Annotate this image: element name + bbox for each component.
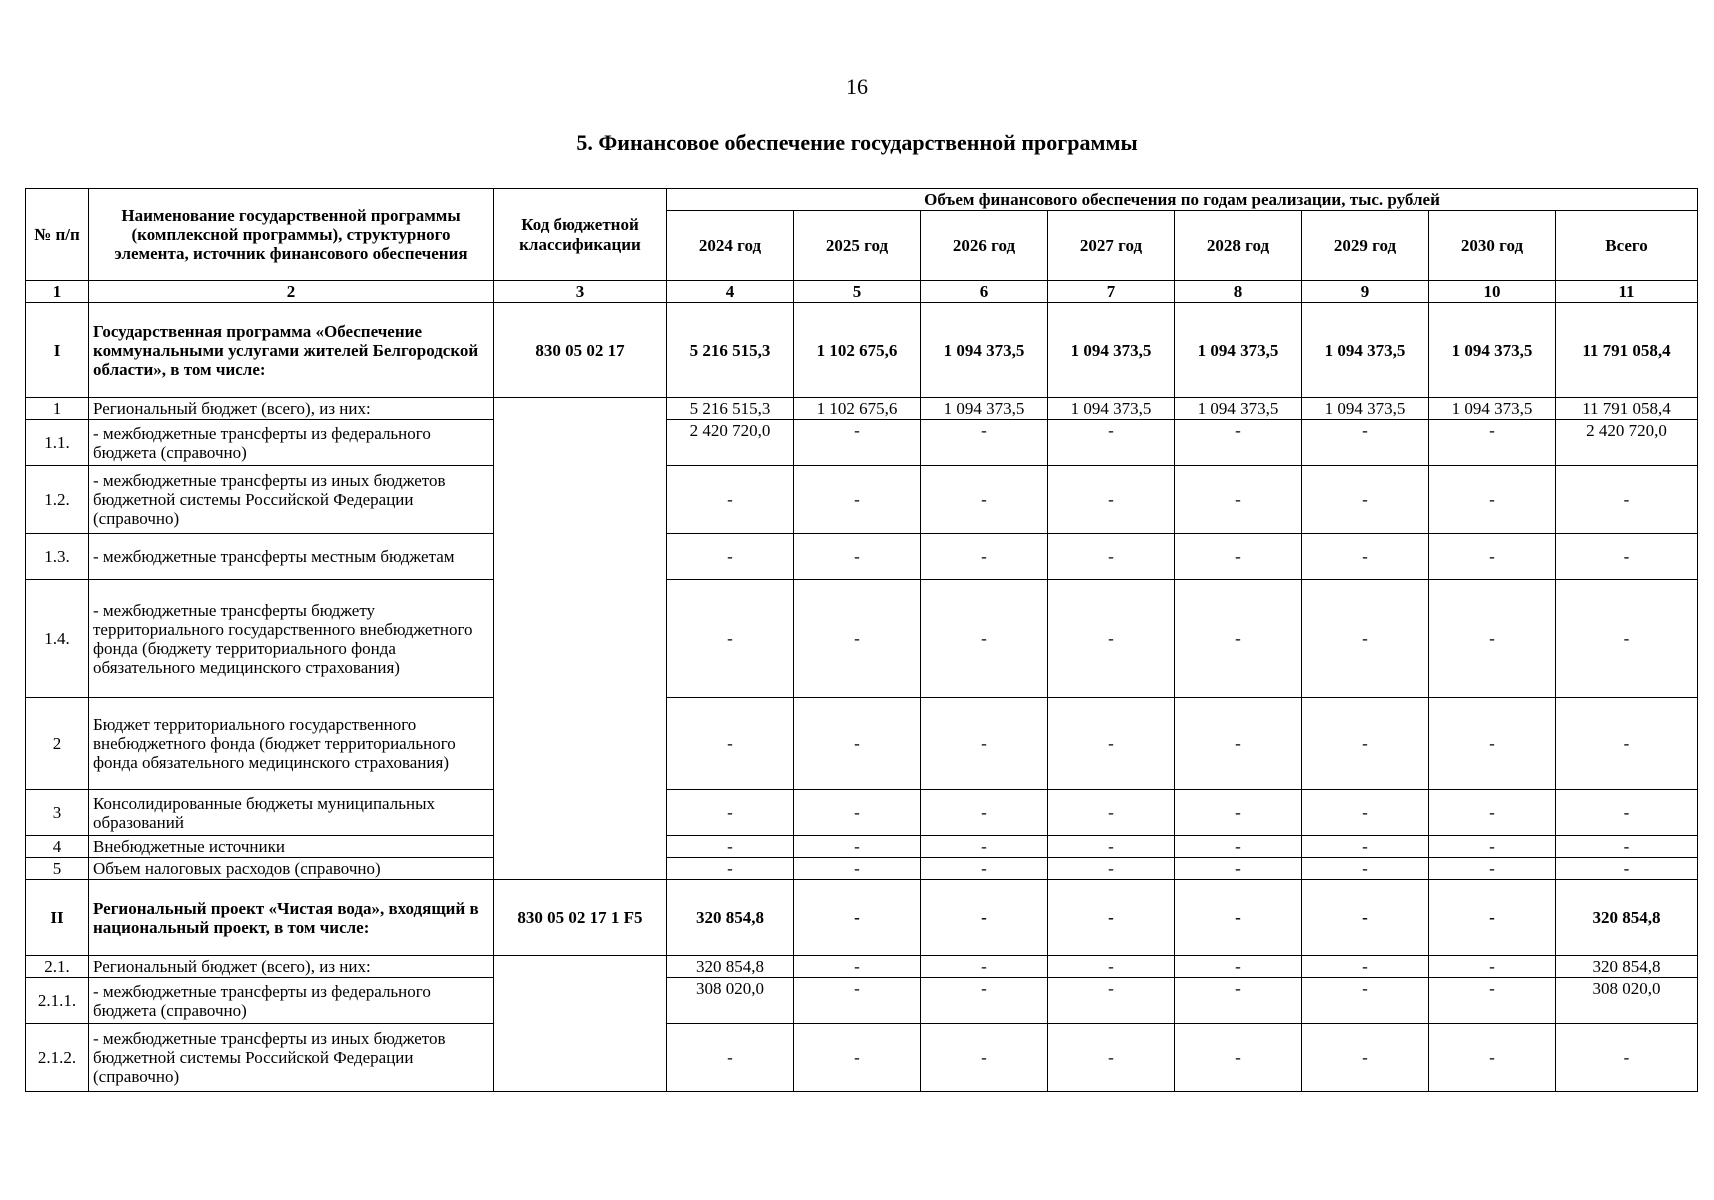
value-cell: - [1302,466,1429,534]
value-total: - [1556,1024,1698,1092]
column-index: 10 [1429,281,1556,303]
value-cell: - [794,1024,921,1092]
value-cell: - [667,836,794,858]
row-number: 2 [26,698,89,790]
row-name: Региональный бюджет (всего), из них: [89,398,494,420]
value-cell: - [794,858,921,880]
value-cell: - [667,858,794,880]
column-index: 11 [1556,281,1698,303]
row-name: Внебюджетные источники [89,836,494,858]
row-name: Региональный бюджет (всего), из них: [89,956,494,978]
value-cell: - [921,534,1048,580]
value-cell: - [1429,534,1556,580]
value-cell: - [921,698,1048,790]
value-cell: 1 102 675,6 [794,398,921,420]
value-cell: - [1175,858,1302,880]
value-cell: 1 102 675,6 [794,303,921,398]
value-cell: 1 094 373,5 [1175,303,1302,398]
column-index: 4 [667,281,794,303]
value-cell: - [1175,534,1302,580]
page-number: 16 [846,74,868,99]
header-volume: Объем финансового обеспечения по годам реализации, тыс. рублей [667,189,1698,211]
value-cell: - [1429,790,1556,836]
value-cell: - [1175,978,1302,1024]
table-row [26,880,1698,956]
value-cell: - [667,466,794,534]
value-cell: 1 094 373,5 [921,398,1048,420]
column-index: 3 [494,281,667,303]
value-cell: - [1048,580,1175,698]
row-name: Бюджет территориального государственного внебюджетного фонда (бюджет территориального фонда обязательного медицинского страхования) [89,698,494,790]
value-cell: - [1429,420,1556,466]
value-cell: - [1429,880,1556,956]
value-cell: - [1302,956,1429,978]
row-number: 1.3. [26,534,89,580]
row-number: 2.1.2. [26,1024,89,1092]
column-index: 8 [1175,281,1302,303]
value-cell: 1 094 373,5 [1429,398,1556,420]
row-number: II [26,880,89,956]
value-cell: - [794,420,921,466]
value-cell: - [1429,836,1556,858]
value-cell: - [1175,466,1302,534]
value-cell: 1 094 373,5 [1302,303,1429,398]
value-cell: - [667,1024,794,1092]
row-number: 4 [26,836,89,858]
table-row [26,698,1698,790]
value-cell: - [1429,956,1556,978]
column-index-row [26,281,1698,303]
value-cell: 308 020,0 [667,978,794,1024]
value-cell: - [794,978,921,1024]
value-cell: 320 854,8 [667,956,794,978]
table-row [26,466,1698,534]
value-total: - [1556,858,1698,880]
value-cell: - [1048,956,1175,978]
value-cell: 1 094 373,5 [1048,398,1175,420]
column-index: 2 [89,281,494,303]
header-total: Всего [1556,211,1698,281]
value-cell: 5 216 515,3 [667,398,794,420]
value-cell: 320 854,8 [667,880,794,956]
value-cell: - [1048,978,1175,1024]
value-cell: - [1175,836,1302,858]
value-cell: - [794,956,921,978]
value-cell: 1 094 373,5 [1048,303,1175,398]
header-year-2024: 2024 год [667,211,794,281]
value-cell: - [1302,836,1429,858]
budget-code: 830 05 02 17 [494,303,667,398]
value-cell: - [921,466,1048,534]
table-row [26,956,1698,978]
value-cell: - [1429,466,1556,534]
column-index: 7 [1048,281,1175,303]
value-cell: - [1175,790,1302,836]
table-row [26,534,1698,580]
header-year-2029: 2029 год [1302,211,1429,281]
value-cell: - [921,420,1048,466]
value-cell: - [794,466,921,534]
value-cell: - [794,698,921,790]
header-name: Наименование государственной программы (комплексной программы), структурного элемента, источник финансового обеспечения [89,189,494,281]
row-number: 5 [26,858,89,880]
header-num: № п/п [26,189,89,281]
value-total: - [1556,534,1698,580]
value-cell: - [1048,534,1175,580]
row-number: 1.4. [26,580,89,698]
value-cell: - [794,880,921,956]
value-cell: - [1302,880,1429,956]
value-cell: - [1048,858,1175,880]
value-total: - [1556,836,1698,858]
table-row [26,303,1698,398]
value-cell: - [921,580,1048,698]
value-cell: - [921,880,1048,956]
budget-code [494,956,667,1092]
value-cell: - [921,858,1048,880]
value-cell: - [794,534,921,580]
value-cell: - [1302,1024,1429,1092]
value-cell: - [1048,1024,1175,1092]
header-year-2030: 2030 год [1429,211,1556,281]
row-number: 1 [26,398,89,420]
value-cell: - [1429,580,1556,698]
budget-code [494,398,667,880]
value-total: 11 791 058,4 [1556,303,1698,398]
financing-table [25,188,1698,1092]
value-cell: - [1048,790,1175,836]
value-cell: - [921,790,1048,836]
value-cell: - [921,836,1048,858]
value-cell: - [1048,836,1175,858]
value-cell: - [1048,880,1175,956]
row-name: Региональный проект «Чистая вода», входящий в национальный проект, в том числе: [89,880,494,956]
value-cell: 1 094 373,5 [921,303,1048,398]
table-row [26,420,1698,466]
row-number: 2.1.1. [26,978,89,1024]
value-cell: - [921,956,1048,978]
row-name: - межбюджетные трансферты из федерального бюджета (справочно) [89,420,494,466]
value-cell: - [794,836,921,858]
row-name: - межбюджетные трансферты из иных бюджетов бюджетной системы Российской Федерации (справочно) [89,466,494,534]
header-code: Код бюджетной классификации [494,189,667,281]
column-index: 5 [794,281,921,303]
value-cell: - [1048,698,1175,790]
row-name: - межбюджетные трансферты местным бюджетам [89,534,494,580]
row-number: 2.1. [26,956,89,978]
table-row [26,836,1698,858]
row-name: - межбюджетные трансферты бюджету территориального государственного внебюджетного фонда (бюджету территориального фонда обязательного медицинского страхования) [89,580,494,698]
row-name: Объем налоговых расходов (справочно) [89,858,494,880]
value-cell: 1 094 373,5 [1429,303,1556,398]
row-number: 3 [26,790,89,836]
header-year-2026: 2026 год [921,211,1048,281]
value-cell: - [1175,880,1302,956]
value-total: - [1556,790,1698,836]
value-cell: - [794,580,921,698]
table-row [26,1024,1698,1092]
value-cell: 1 094 373,5 [1175,398,1302,420]
value-cell: - [667,790,794,836]
value-cell: - [1175,956,1302,978]
value-cell: - [1048,466,1175,534]
value-cell: - [1302,580,1429,698]
table-row [26,398,1698,420]
value-total: 11 791 058,4 [1556,398,1698,420]
column-index: 6 [921,281,1048,303]
table-row [26,978,1698,1024]
value-cell: - [1302,534,1429,580]
value-cell: - [1302,790,1429,836]
value-cell: - [1175,580,1302,698]
value-total: - [1556,698,1698,790]
value-cell: - [1429,978,1556,1024]
value-cell: - [667,580,794,698]
value-cell: - [921,978,1048,1024]
header-year-2028: 2028 год [1175,211,1302,281]
row-name: - межбюджетные трансферты из федерального бюджета (справочно) [89,978,494,1024]
section-title: 5. Финансовое обеспечение государственной программы [576,130,1138,155]
row-name: Государственная программа «Обеспечение коммунальными услугами жителей Белгородской области», в том числе: [89,303,494,398]
value-total: 320 854,8 [1556,956,1698,978]
table-row [26,790,1698,836]
value-cell: - [667,698,794,790]
value-total: - [1556,466,1698,534]
value-cell: - [1429,698,1556,790]
value-total: - [1556,580,1698,698]
row-name: - межбюджетные трансферты из иных бюджетов бюджетной системы Российской Федерации (справочно) [89,1024,494,1092]
value-total: 2 420 720,0 [1556,420,1698,466]
value-cell: - [1302,698,1429,790]
value-cell: - [1429,1024,1556,1092]
table-row [26,858,1698,880]
value-cell: - [1048,420,1175,466]
value-cell: - [1429,858,1556,880]
column-index: 9 [1302,281,1429,303]
row-number: 1.1. [26,420,89,466]
value-cell: - [1175,1024,1302,1092]
column-index: 1 [26,281,89,303]
value-cell: - [1175,420,1302,466]
value-cell: 5 216 515,3 [667,303,794,398]
value-cell: - [1175,698,1302,790]
table-row [26,580,1698,698]
row-number: 1.2. [26,466,89,534]
value-cell: - [667,534,794,580]
value-cell: - [1302,858,1429,880]
value-cell: - [1302,978,1429,1024]
value-total: 308 020,0 [1556,978,1698,1024]
budget-code: 830 05 02 17 1 F5 [494,880,667,956]
value-cell: - [1302,420,1429,466]
value-cell: 2 420 720,0 [667,420,794,466]
header-year-2027: 2027 год [1048,211,1175,281]
row-name: Консолидированные бюджеты муниципальных образований [89,790,494,836]
value-cell: - [794,790,921,836]
header-year-2025: 2025 год [794,211,921,281]
row-number: I [26,303,89,398]
value-cell: - [921,1024,1048,1092]
value-cell: 1 094 373,5 [1302,398,1429,420]
value-total: 320 854,8 [1556,880,1698,956]
